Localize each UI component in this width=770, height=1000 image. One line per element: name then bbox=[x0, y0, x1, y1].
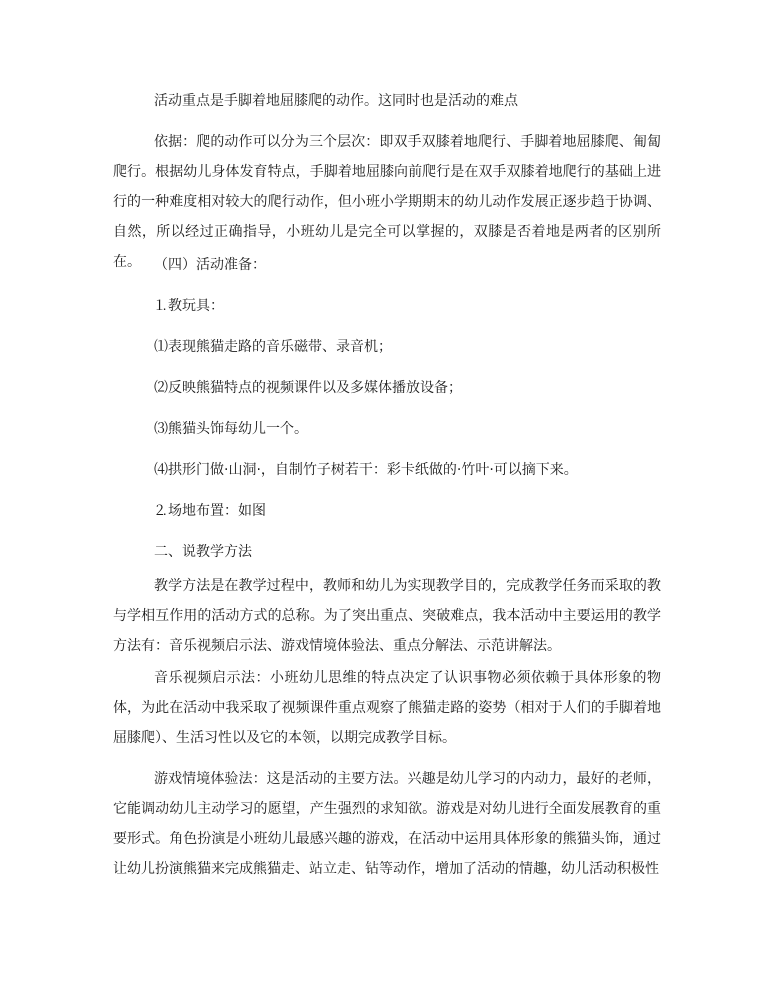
list-item-venue-layout: ⒉场地布置：如图 bbox=[154, 503, 266, 519]
heading-teaching-methods: 二、说教学方法 bbox=[154, 544, 252, 560]
list-item-panda-headwear: ⑶熊猫头饰每幼儿一个。 bbox=[154, 421, 308, 437]
paragraph-music-video-method: 音乐视频启示法：小班幼儿思维的特点决定了认识事物必须依赖于具体形象的物体，为此在活动中我采取了视频课件重点观察了熊猫走路的姿势（相对于人们的手脚着地屈膝爬）、生活习性以及它的本领，以期完成教学目标。 bbox=[113, 670, 661, 746]
list-item-video-courseware: ⑵反映熊猫特点的视频课件以及多媒体播放设备； bbox=[154, 380, 462, 396]
list-item-music-tape: ⑴表现熊猫走路的音乐磁带、录音机； bbox=[154, 339, 392, 355]
paragraph-basis: 依据：爬的动作可以分为三个层次：即双手双膝着地爬行、手脚着地屈膝爬、匍匐爬行。根据幼儿身体发育特点，手脚着地屈膝向前爬行是在双手双膝着地爬行的基础上进行的一种难度相对较大的爬行动作，但小班小学期期末的幼儿动作发展正逐步趋于协调、自然，所以经过正确指导，小班幼儿是完全可以掌握的，双膝是否着地是两者的区别所在。 bbox=[113, 134, 661, 270]
paragraph-game-scenario-method: 游戏情境体验法：这是活动的主要方法。兴趣是幼儿学习的内动力，最好的老师，它能调动幼儿主动学习的愿望，产生强烈的求知欲。游戏是对幼儿进行全面发展教育的重要形式。角色扮演是小班幼儿最感兴趣的游戏，在活动中运用具体形象的熊猫头饰，通过让幼儿扮演熊猫来完成熊猫走、站立走、钻等动作，增加了活动的情趣，幼儿活动积极性 bbox=[113, 771, 661, 877]
paragraph-key-point: 活动重点是手脚着地屈膝爬的动作。这同时也是活动的难点 bbox=[154, 93, 518, 109]
paragraph-teaching-methods: 教学方法是在教学过程中，教师和幼儿为实现教学目的，完成教学任务而采取的教与学相互作用的活动方式的总称。为了突出重点、突破难点，我本活动中主要运用的教学方法有：音乐视频启示法、游戏情境体验法、重点分解法、示范讲解法。 bbox=[113, 578, 661, 654]
list-item-arch-door: ⑷拱形门做·山洞·，自制竹子树若干：彩卡纸做的·竹叶·可以摘下来。 bbox=[154, 462, 578, 478]
list-item-teaching-toys: ⒈教玩具： bbox=[154, 298, 224, 314]
heading-activity-preparation: （四）活动准备： bbox=[154, 257, 266, 273]
